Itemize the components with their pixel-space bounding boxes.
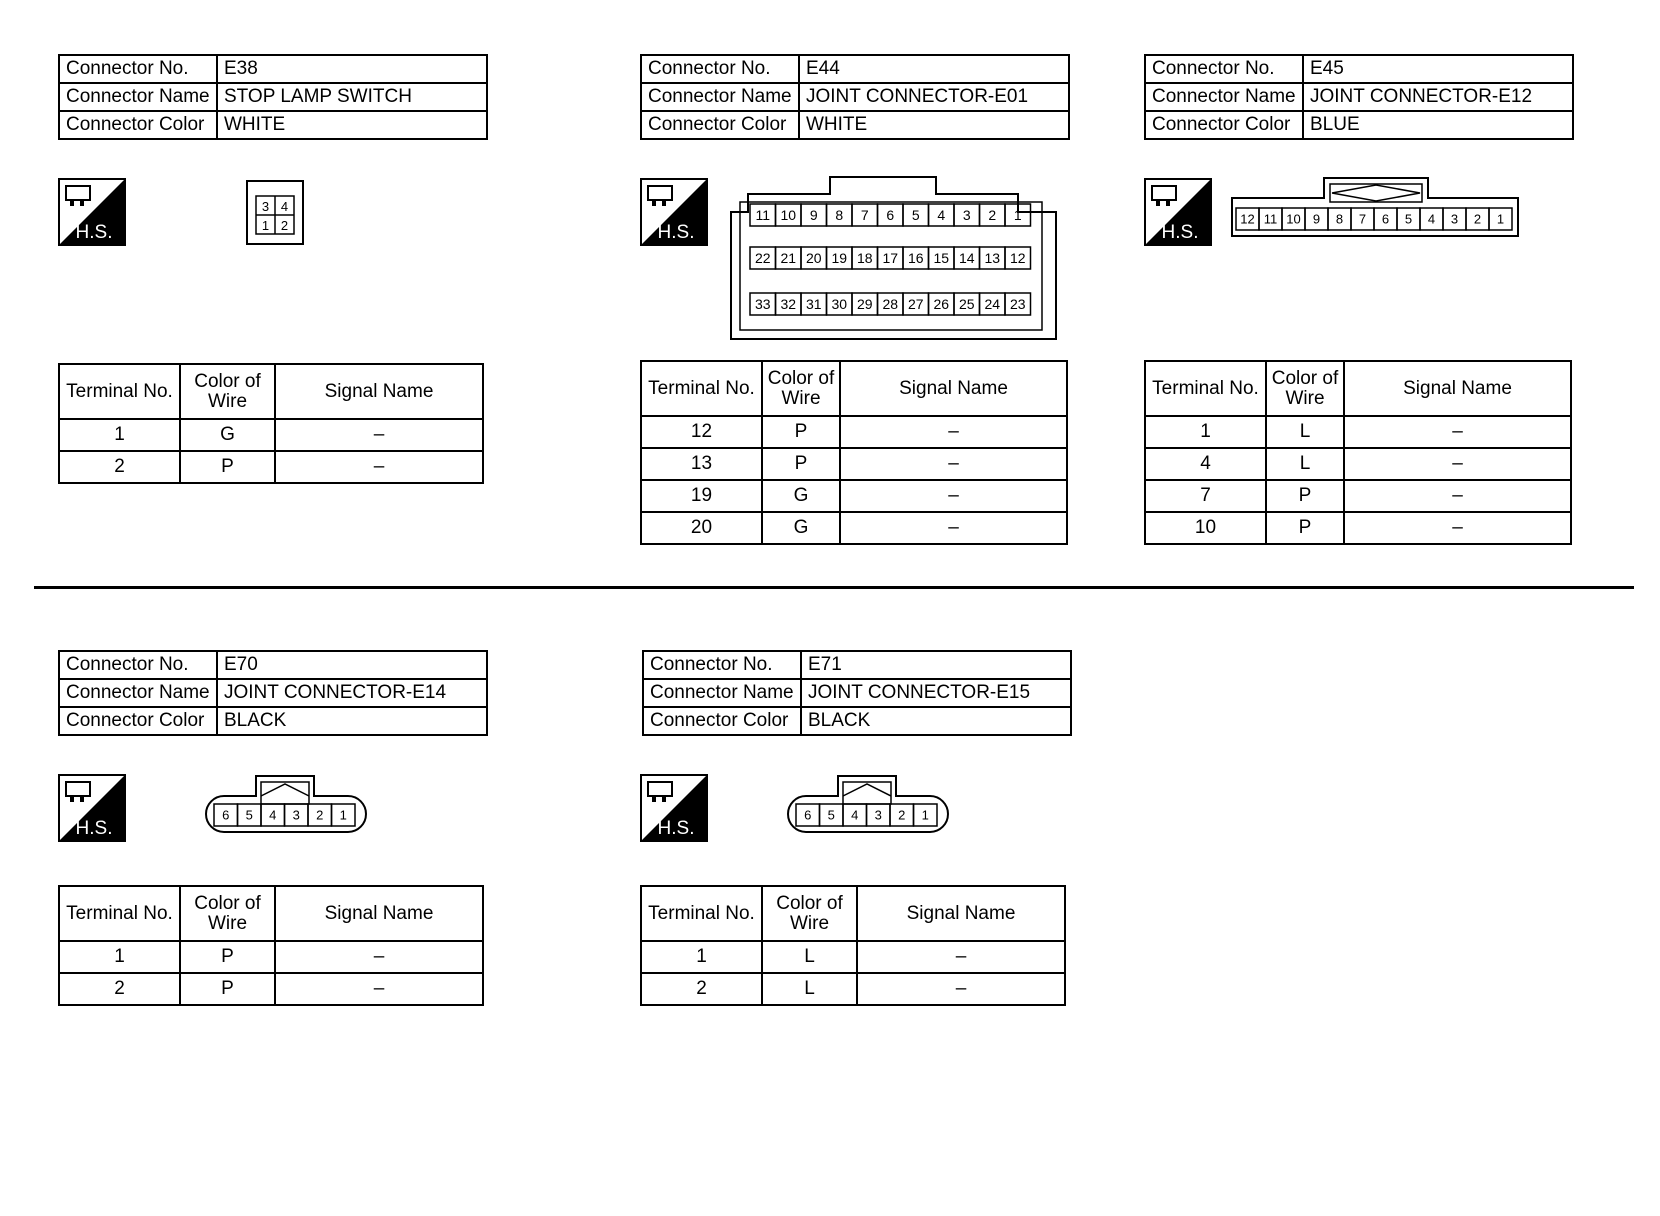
wire-color: P	[1266, 480, 1344, 512]
connector-no-value: E44	[799, 55, 1069, 83]
wire-color: L	[762, 973, 857, 1005]
signal-name-header: Signal Name	[857, 886, 1065, 941]
wire-color: L	[762, 941, 857, 973]
terminal-no-header: Terminal No.	[641, 886, 762, 941]
pin-label: 1	[1496, 211, 1505, 227]
pin-label: 2	[988, 207, 997, 224]
pin-label: 3	[261, 199, 270, 214]
terminal-no: 2	[641, 973, 762, 1005]
pin-label: 15	[933, 250, 950, 267]
connector-face-e71	[784, 772, 952, 836]
table-row	[641, 416, 1067, 448]
wire-color: P	[1266, 512, 1344, 544]
harness-side-icon	[58, 774, 126, 842]
pin-label: 11	[1263, 211, 1278, 227]
pin-label: 1	[261, 218, 270, 233]
connector-name-label: Connector Name	[643, 679, 801, 707]
connector-name-label: Connector Name	[59, 679, 217, 707]
pin-label: 19	[831, 250, 848, 267]
signal-name: –	[1344, 480, 1571, 512]
terminal-table-e45-wrap	[1144, 360, 1572, 545]
pin-label: 6	[804, 807, 812, 823]
pin-label: 1	[339, 807, 347, 823]
table-row	[641, 512, 1067, 544]
terminal-no: 1	[1145, 416, 1266, 448]
table-row	[1145, 480, 1571, 512]
connector-no-value: E45	[1303, 55, 1573, 83]
terminal-table	[58, 363, 484, 484]
harness-side-icon	[58, 178, 126, 246]
pin-label: 6	[222, 807, 230, 823]
pin-label: 3	[874, 807, 882, 823]
connector-face-e45	[1230, 176, 1520, 240]
connector-color-value: BLACK	[217, 707, 487, 735]
hs-label: H.S.	[657, 222, 695, 243]
pin-label: 12	[1009, 250, 1026, 267]
pin-label: 12	[1240, 211, 1255, 227]
connector-name-label: Connector Name	[1145, 83, 1303, 111]
terminal-no: 7	[1145, 480, 1266, 512]
pin-label: 9	[809, 207, 818, 224]
table-row	[59, 451, 483, 483]
wire-color: G	[762, 480, 840, 512]
pin-label: 10	[780, 207, 797, 224]
signal-name: –	[275, 941, 483, 973]
signal-name: –	[857, 941, 1065, 973]
pin-label: 25	[958, 296, 975, 313]
connector-face-e44	[728, 176, 1060, 342]
connector-color-label: Connector Color	[1145, 111, 1303, 139]
pin-label: 5	[245, 807, 253, 823]
hs-label: H.S.	[75, 818, 113, 839]
pin-label: 3	[962, 207, 971, 224]
signal-name: –	[840, 480, 1067, 512]
connector-color-label: Connector Color	[641, 111, 799, 139]
wire-color: L	[1266, 416, 1344, 448]
wire-color: P	[180, 941, 275, 973]
connector-name-label: Connector Name	[59, 83, 217, 111]
pin-label: 4	[269, 807, 277, 823]
signal-name: –	[840, 448, 1067, 480]
color-of-wire-header: Color of Wire	[762, 361, 840, 416]
connector-color-value: BLUE	[1303, 111, 1573, 139]
connector-e71	[642, 650, 1072, 736]
connector-color-label: Connector Color	[59, 111, 217, 139]
terminal-table	[58, 885, 484, 1006]
pin-label: 16	[907, 250, 924, 267]
terminal-table	[1144, 360, 1572, 545]
connector-no-value: E71	[801, 651, 1071, 679]
terminal-no-header: Terminal No.	[1145, 361, 1266, 416]
table-row	[1145, 416, 1571, 448]
pin-label: 31	[805, 296, 822, 313]
terminal-no-header: Terminal No.	[641, 361, 762, 416]
connector-e44	[640, 54, 1070, 140]
harness-side-icon	[1144, 178, 1212, 246]
pin-label: 3	[1450, 211, 1459, 227]
terminal-table-e38-wrap	[58, 363, 484, 484]
connector-e70	[58, 650, 488, 736]
terminal-no: 20	[641, 512, 762, 544]
pin-label: 7	[1358, 211, 1367, 227]
connector-name-value: JOINT CONNECTOR-E12	[1303, 83, 1573, 111]
pin-label: 5	[1404, 211, 1413, 227]
terminal-no: 4	[1145, 448, 1266, 480]
pin-label: 30	[831, 296, 848, 313]
pin-label: 5	[827, 807, 835, 823]
pin-label: 4	[1427, 211, 1436, 227]
terminal-table	[640, 360, 1068, 545]
pin-label: 10	[1286, 211, 1301, 227]
pin-label: 24	[984, 296, 1001, 313]
color-of-wire-header: Color of Wire	[1266, 361, 1344, 416]
connector-color-label: Connector Color	[643, 707, 801, 735]
pin-label: 5	[911, 207, 920, 224]
pin-label: 6	[886, 207, 895, 224]
signal-name: –	[1344, 416, 1571, 448]
pin-label: 7	[860, 207, 869, 224]
table-row	[641, 973, 1065, 1005]
connector-color-value: WHITE	[799, 111, 1069, 139]
connector-no-label: Connector No.	[643, 651, 801, 679]
terminal-no: 2	[59, 451, 180, 483]
signal-name: –	[840, 416, 1067, 448]
connector-color-value: WHITE	[217, 111, 487, 139]
pin-label: 1	[1013, 207, 1022, 224]
pin-label: 2	[280, 218, 289, 233]
pin-label: 2	[1473, 211, 1482, 227]
signal-name: –	[840, 512, 1067, 544]
signal-name-header: Signal Name	[840, 361, 1067, 416]
pin-label: 4	[937, 207, 946, 224]
pin-label: 22	[754, 250, 771, 267]
table-row	[59, 941, 483, 973]
connector-no-label: Connector No.	[1145, 55, 1303, 83]
terminal-no: 2	[59, 973, 180, 1005]
table-row	[59, 973, 483, 1005]
signal-name: –	[275, 973, 483, 1005]
signal-name: –	[1344, 512, 1571, 544]
pin-label: 9	[1312, 211, 1321, 227]
pin-label: 11	[755, 207, 771, 224]
connector-e38	[58, 54, 488, 140]
pin-label: 33	[754, 296, 771, 313]
wire-color: P	[180, 451, 275, 483]
table-row	[59, 419, 483, 451]
connector-name-value: JOINT CONNECTOR-E15	[801, 679, 1071, 707]
terminal-no-header: Terminal No.	[59, 364, 180, 419]
color-of-wire-header: Color of Wire	[762, 886, 857, 941]
pin-label: 13	[984, 250, 1001, 267]
connector-info-table	[642, 650, 1072, 736]
table-row	[641, 941, 1065, 973]
hs-label: H.S.	[657, 818, 695, 839]
wire-color: P	[180, 973, 275, 1005]
connector-info-table	[1144, 54, 1574, 140]
connector-info-table	[58, 650, 488, 736]
terminal-no: 1	[59, 941, 180, 973]
pin-label: 18	[856, 250, 873, 267]
harness-side-icon	[640, 178, 708, 246]
wire-color: G	[180, 419, 275, 451]
terminal-no: 12	[641, 416, 762, 448]
connector-name-value: JOINT CONNECTOR-E14	[217, 679, 487, 707]
pin-label: 17	[882, 250, 899, 267]
section-divider	[34, 586, 1634, 589]
pin-label: 3	[292, 807, 300, 823]
pin-label: 2	[898, 807, 906, 823]
wire-color: L	[1266, 448, 1344, 480]
table-row	[1145, 448, 1571, 480]
terminal-no: 1	[59, 419, 180, 451]
connector-info-table	[640, 54, 1070, 140]
signal-name: –	[275, 451, 483, 483]
connector-face-e70	[202, 772, 370, 836]
connector-no-label: Connector No.	[641, 55, 799, 83]
pin-label: 14	[958, 250, 975, 267]
signal-name-header: Signal Name	[1344, 361, 1571, 416]
harness-side-icon	[640, 774, 708, 842]
pin-label: 21	[780, 250, 797, 267]
signal-name-header: Signal Name	[275, 364, 483, 419]
pin-label: 28	[882, 296, 899, 313]
connector-name-value: STOP LAMP SWITCH	[217, 83, 487, 111]
connector-no-value: E70	[217, 651, 487, 679]
color-of-wire-header: Color of Wire	[180, 364, 275, 419]
hs-label: H.S.	[75, 222, 113, 243]
pin-label: 26	[933, 296, 950, 313]
terminal-table-e70-wrap	[58, 885, 484, 1006]
pin-label: 23	[1009, 296, 1026, 313]
table-row	[1145, 512, 1571, 544]
pin-label: 8	[835, 207, 844, 224]
pin-label: 8	[1335, 211, 1344, 227]
connector-name-label: Connector Name	[641, 83, 799, 111]
connector-color-label: Connector Color	[59, 707, 217, 735]
connector-no-label: Connector No.	[59, 55, 217, 83]
pin-label: 2	[316, 807, 324, 823]
wire-color: P	[762, 448, 840, 480]
wire-color: G	[762, 512, 840, 544]
signal-name: –	[275, 419, 483, 451]
color-of-wire-header: Color of Wire	[180, 886, 275, 941]
connector-e45	[1144, 54, 1574, 140]
connector-no-label: Connector No.	[59, 651, 217, 679]
signal-name: –	[1344, 448, 1571, 480]
pin-label: 4	[851, 807, 859, 823]
terminal-no: 19	[641, 480, 762, 512]
terminal-no: 10	[1145, 512, 1266, 544]
terminal-table-e44-wrap	[640, 360, 1068, 545]
table-row	[641, 480, 1067, 512]
hs-label: H.S.	[1161, 222, 1199, 243]
terminal-no-header: Terminal No.	[59, 886, 180, 941]
pin-label: 20	[805, 250, 822, 267]
connector-face-e38	[246, 180, 306, 246]
signal-name-header: Signal Name	[275, 886, 483, 941]
connector-name-value: JOINT CONNECTOR-E01	[799, 83, 1069, 111]
pin-label: 29	[856, 296, 873, 313]
pin-label: 32	[780, 296, 797, 313]
connector-color-value: BLACK	[801, 707, 1071, 735]
pin-label: 6	[1381, 211, 1390, 227]
table-row	[641, 448, 1067, 480]
terminal-no: 1	[641, 941, 762, 973]
terminal-no: 13	[641, 448, 762, 480]
pin-label: 1	[921, 807, 929, 823]
pin-label: 4	[280, 199, 289, 214]
signal-name: –	[857, 973, 1065, 1005]
terminal-table	[640, 885, 1066, 1006]
terminal-table-e71-wrap	[640, 885, 1066, 1006]
pin-label: 27	[907, 296, 924, 313]
connector-info-table	[58, 54, 488, 140]
wire-color: P	[762, 416, 840, 448]
connector-no-value: E38	[217, 55, 487, 83]
